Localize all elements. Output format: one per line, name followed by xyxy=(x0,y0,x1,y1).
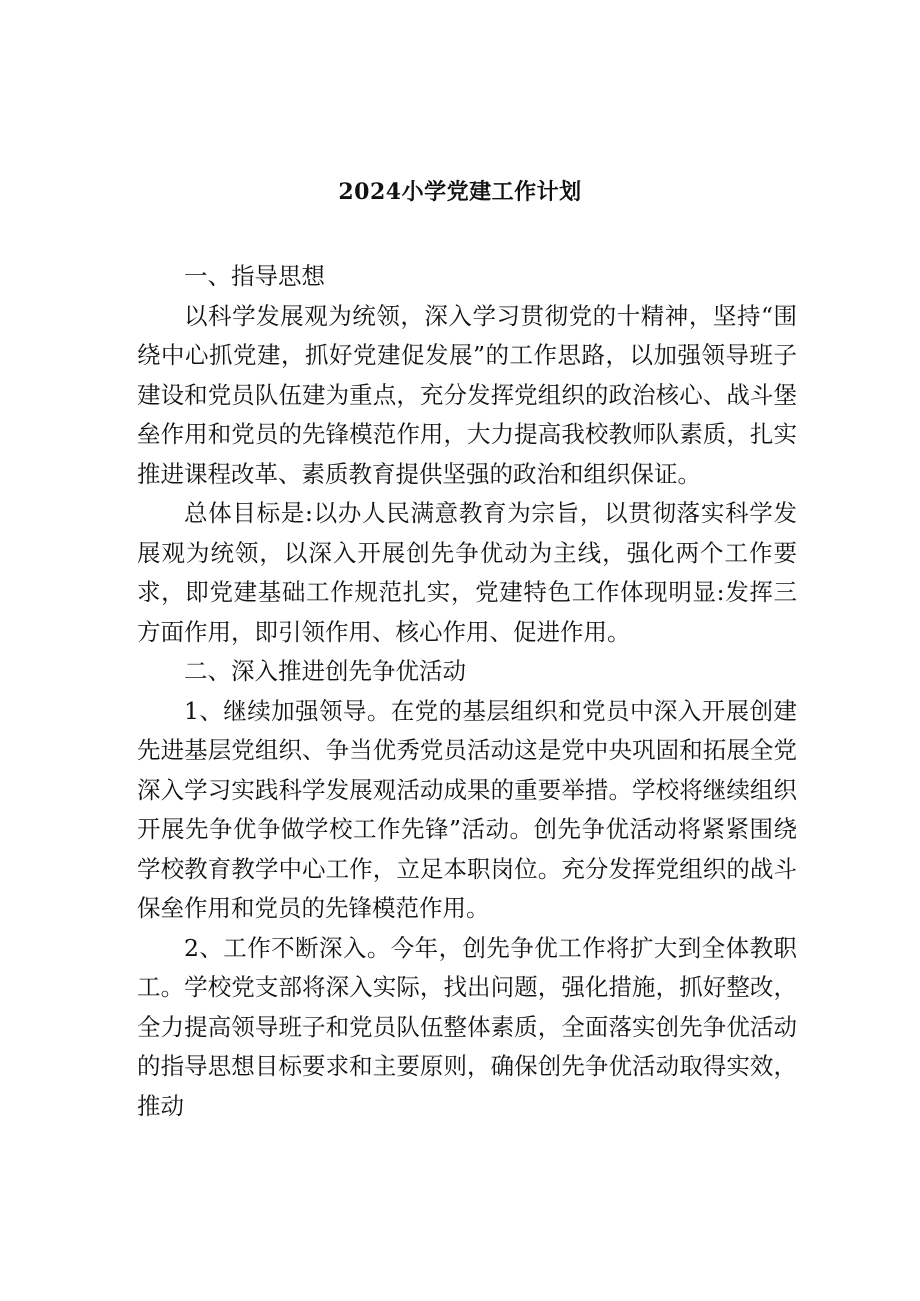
paragraph-item-2: 2、工作不断深入。今年，创先争优工作将扩大到全体教职工。学校党支部将深入实际，找出问题，强化措施，抓好整改，全力提高领导班子和党员队伍整体素质，全面落实创先争优活动的指导思想目标要求和主要原则，确保创先争优活动取得实效，推动 xyxy=(137,933,797,1120)
document-title: 2024小学党建工作计划 xyxy=(338,179,582,205)
paragraph-item-1: 1、继续加强领导。在党的基层组织和党员中深入开展创建先进基层党组织、争当优秀党员活动这是党中央巩固和拓展全党深入学习实践科学发展观活动成果的重要举措。学校将继续组织开展先争优争做学校工作先锋”活动。创先争优活动将紧紧围绕学校教育教学中心工作，立足本职岗位。充分发挥党组织的战斗保垒作用和党员的先锋模范作用。 xyxy=(137,696,797,922)
paragraph-guiding-ideology: 以科学发展观为统领，深入学习贯彻党的十精神，坚持“围绕中心抓党建，抓好党建促发展”的工作思路，以加强领导班子建设和党员队伍建为重点，充分发挥党组织的政治核心、战斗堡垒作用和党员的先锋模范作用，大力提高我校教师队素质，扎实推进课程改革、素质教育提供坚强的政治和组织保证。 xyxy=(137,301,797,488)
section-heading-guiding-ideology: 一、指导思想 xyxy=(184,262,325,290)
document-body xyxy=(137,257,797,1126)
paragraph-overall-goal: 总体目标是:以办人民满意教育为宗旨，以贯彻落实科学发展观为统领，以深入开展创先争优动为主线，强化两个工作要求，即党建基础工作规范扎实，党建特色工作体现明显:发挥三方面作用，即引领作用、核心作用、促进作用。 xyxy=(137,499,797,646)
section-heading-excellence-activity: 二、深入推进创先争优活动 xyxy=(184,657,466,685)
